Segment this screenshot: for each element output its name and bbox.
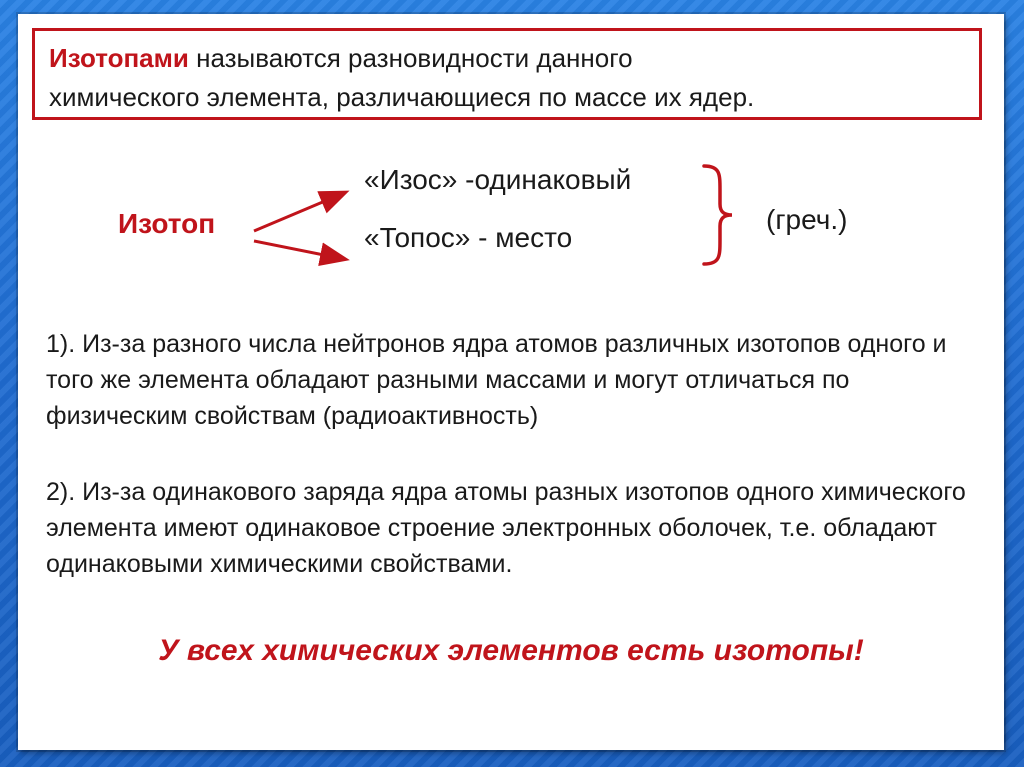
arrows-diagram: [248, 179, 358, 269]
isotope-word: Изотоп: [118, 208, 216, 239]
etymology-part-2: «Топос» - место: [364, 222, 573, 253]
definition-text-line2: химического элемента, различающиеся по массе их ядер.: [49, 82, 755, 112]
conclusion-text: У всех химических элементов есть изотопы!: [158, 634, 864, 667]
arrow-up: [254, 193, 344, 231]
definition-box: [32, 28, 982, 120]
paragraph-1: 1). Из-за разного числа нейтронов ядра атомов различных изотопов одного и того же элемента обладают разными массами и могут отличаться по физическим свойствам (радиоактивность): [46, 330, 947, 430]
curly-brace-icon: [698, 162, 738, 268]
arrow-down: [254, 241, 344, 259]
slide: [18, 14, 1004, 750]
definition-text-line1: называются разновидности данного: [188, 43, 633, 73]
definition-term: Изотопами: [49, 43, 189, 73]
etymology-part-1: «Изос» -одинаковый: [364, 164, 632, 195]
paragraph-2: 2). Из-за одинакового заряда ядра атомы разных изотопов одного химического элемента имеют одинаковое строение электронных оболочек, т.е. обладают одинаковыми химическими свойствами.: [46, 478, 966, 578]
origin-note: (греч.): [766, 204, 848, 235]
